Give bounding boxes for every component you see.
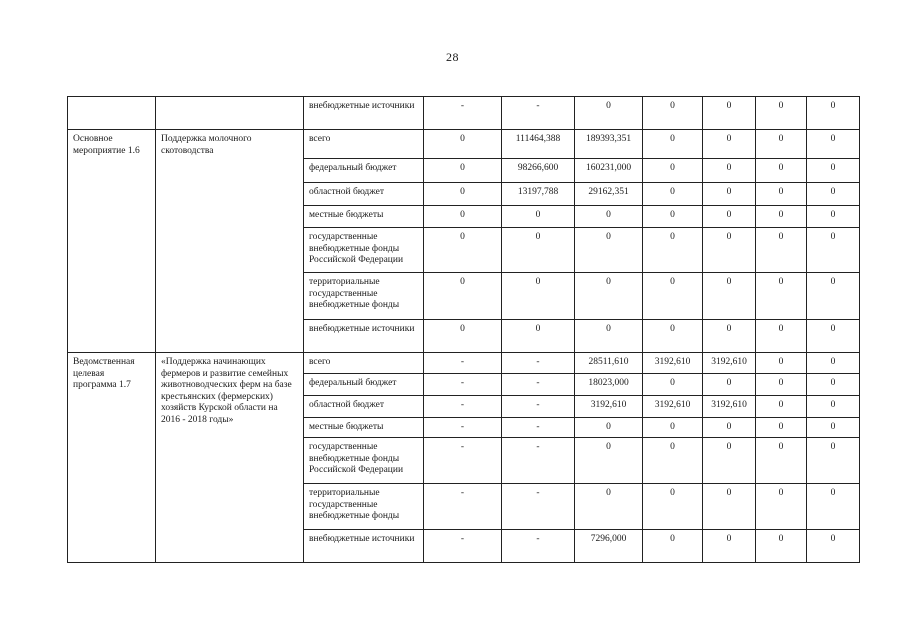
- funding-source: областной бюджет: [304, 183, 424, 206]
- value-cell: 0: [756, 97, 807, 130]
- value-cell: 0: [807, 396, 860, 418]
- value-cell: 0: [643, 530, 703, 563]
- value-cell: -: [502, 396, 575, 418]
- value-cell: 0: [756, 228, 807, 273]
- value-cell: 0: [643, 320, 703, 353]
- value-cell: 0: [703, 183, 756, 206]
- value-cell: -: [424, 97, 502, 130]
- value-cell: 0: [756, 438, 807, 484]
- funding-source: внебюджетные источники: [304, 530, 424, 563]
- value-cell: 0: [703, 130, 756, 159]
- value-cell: 7296,000: [575, 530, 643, 563]
- value-cell: 0: [575, 97, 643, 130]
- value-cell: 0: [643, 130, 703, 159]
- value-cell: 0: [756, 418, 807, 438]
- measure-name: Основное мероприятие 1.6: [68, 130, 156, 353]
- value-cell: 0: [703, 484, 756, 530]
- value-cell: 0: [703, 418, 756, 438]
- value-cell: 0: [424, 183, 502, 206]
- value-cell: 0: [424, 206, 502, 228]
- value-cell: 0: [643, 374, 703, 396]
- budget-table: [67, 96, 860, 563]
- value-cell: 0: [575, 418, 643, 438]
- value-cell: 0: [643, 273, 703, 320]
- funding-source: местные бюджеты: [304, 206, 424, 228]
- value-cell: 0: [756, 206, 807, 228]
- value-cell: 0: [703, 320, 756, 353]
- value-cell: 0: [807, 130, 860, 159]
- value-cell: 3192,610: [643, 396, 703, 418]
- funding-source: всего: [304, 353, 424, 374]
- value-cell: -: [424, 396, 502, 418]
- page-number: 28: [446, 50, 459, 64]
- value-cell: -: [502, 353, 575, 374]
- value-cell: 0: [575, 438, 643, 484]
- value-cell: 0: [575, 228, 643, 273]
- value-cell: 3192,610: [703, 396, 756, 418]
- value-cell: 0: [756, 183, 807, 206]
- value-cell: 0: [807, 418, 860, 438]
- funding-source: внебюджетные источники: [304, 320, 424, 353]
- funding-source: территориальные государственные внебюджетные фонды: [304, 273, 424, 320]
- value-cell: 0: [703, 159, 756, 183]
- value-cell: 0: [424, 159, 502, 183]
- value-cell: 0: [575, 484, 643, 530]
- value-cell: 0: [703, 206, 756, 228]
- value-cell: 0: [756, 374, 807, 396]
- value-cell: 160231,000: [575, 159, 643, 183]
- value-cell: 0: [756, 353, 807, 374]
- value-cell: 0: [643, 228, 703, 273]
- measure-description: «Поддержка начинающих фермеров и развитие семейных животноводческих ферм на базе крестьянских (фермерских) хозяйств Курской области на 2016 - 2018 годы»: [156, 353, 304, 563]
- value-cell: 0: [807, 228, 860, 273]
- value-cell: -: [424, 353, 502, 374]
- value-cell: 0: [756, 530, 807, 563]
- value-cell: 0: [807, 374, 860, 396]
- value-cell: 0: [807, 159, 860, 183]
- value-cell: 0: [643, 183, 703, 206]
- value-cell: 0: [756, 396, 807, 418]
- value-cell: 0: [424, 228, 502, 273]
- measure-description: Поддержка молочного скотоводства: [156, 130, 304, 353]
- value-cell: -: [502, 97, 575, 130]
- value-cell: 0: [807, 183, 860, 206]
- value-cell: 0: [756, 320, 807, 353]
- value-cell: -: [424, 438, 502, 484]
- value-cell: 0: [807, 530, 860, 563]
- value-cell: 111464,388: [502, 130, 575, 159]
- funding-source: внебюджетные источники: [304, 97, 424, 130]
- value-cell: 0: [703, 374, 756, 396]
- measure-description-cell: [156, 97, 304, 130]
- value-cell: 3192,610: [643, 353, 703, 374]
- value-cell: 189393,351: [575, 130, 643, 159]
- table-row: [68, 130, 860, 159]
- value-cell: 0: [643, 438, 703, 484]
- value-cell: 0: [502, 206, 575, 228]
- value-cell: -: [424, 418, 502, 438]
- table-row: [68, 353, 860, 374]
- value-cell: 29162,351: [575, 183, 643, 206]
- value-cell: 13197,788: [502, 183, 575, 206]
- value-cell: 0: [575, 206, 643, 228]
- value-cell: 0: [575, 320, 643, 353]
- funding-source: государственные внебюджетные фонды Российской Федерации: [304, 438, 424, 484]
- value-cell: 0: [502, 228, 575, 273]
- value-cell: -: [424, 484, 502, 530]
- value-cell: 0: [502, 320, 575, 353]
- funding-source: государственные внебюджетные фонды Российской Федерации: [304, 228, 424, 273]
- value-cell: 0: [807, 320, 860, 353]
- value-cell: 0: [424, 273, 502, 320]
- value-cell: 98266,600: [502, 159, 575, 183]
- value-cell: -: [502, 484, 575, 530]
- measure-name: Ведомственная целевая программа 1.7: [68, 353, 156, 563]
- value-cell: 0: [756, 273, 807, 320]
- value-cell: 0: [575, 273, 643, 320]
- funding-source: областной бюджет: [304, 396, 424, 418]
- value-cell: 0: [703, 438, 756, 484]
- value-cell: 18023,000: [575, 374, 643, 396]
- value-cell: 0: [502, 273, 575, 320]
- value-cell: 0: [807, 97, 860, 130]
- value-cell: 0: [703, 228, 756, 273]
- value-cell: 0: [756, 130, 807, 159]
- value-cell: -: [424, 374, 502, 396]
- funding-source: территориальные государственные внебюджетные фонды: [304, 484, 424, 530]
- value-cell: 0: [807, 353, 860, 374]
- value-cell: 0: [424, 320, 502, 353]
- value-cell: -: [502, 418, 575, 438]
- value-cell: 28511,610: [575, 353, 643, 374]
- table-row: [68, 97, 860, 130]
- funding-source: местные бюджеты: [304, 418, 424, 438]
- value-cell: 0: [807, 273, 860, 320]
- value-cell: 0: [756, 484, 807, 530]
- value-cell: 0: [643, 206, 703, 228]
- value-cell: 0: [703, 530, 756, 563]
- value-cell: -: [502, 374, 575, 396]
- value-cell: 0: [756, 159, 807, 183]
- funding-source: федеральный бюджет: [304, 374, 424, 396]
- value-cell: -: [502, 438, 575, 484]
- funding-source: федеральный бюджет: [304, 159, 424, 183]
- value-cell: 0: [643, 484, 703, 530]
- value-cell: 3192,610: [703, 353, 756, 374]
- value-cell: -: [502, 530, 575, 563]
- value-cell: 0: [807, 438, 860, 484]
- value-cell: 0: [643, 159, 703, 183]
- value-cell: 0: [424, 130, 502, 159]
- value-cell: 0: [703, 273, 756, 320]
- value-cell: 0: [703, 97, 756, 130]
- value-cell: 0: [643, 418, 703, 438]
- funding-source: всего: [304, 130, 424, 159]
- value-cell: -: [424, 530, 502, 563]
- value-cell: 3192,610: [575, 396, 643, 418]
- value-cell: 0: [807, 484, 860, 530]
- value-cell: 0: [807, 206, 860, 228]
- value-cell: 0: [643, 97, 703, 130]
- measure-name-cell: [68, 97, 156, 130]
